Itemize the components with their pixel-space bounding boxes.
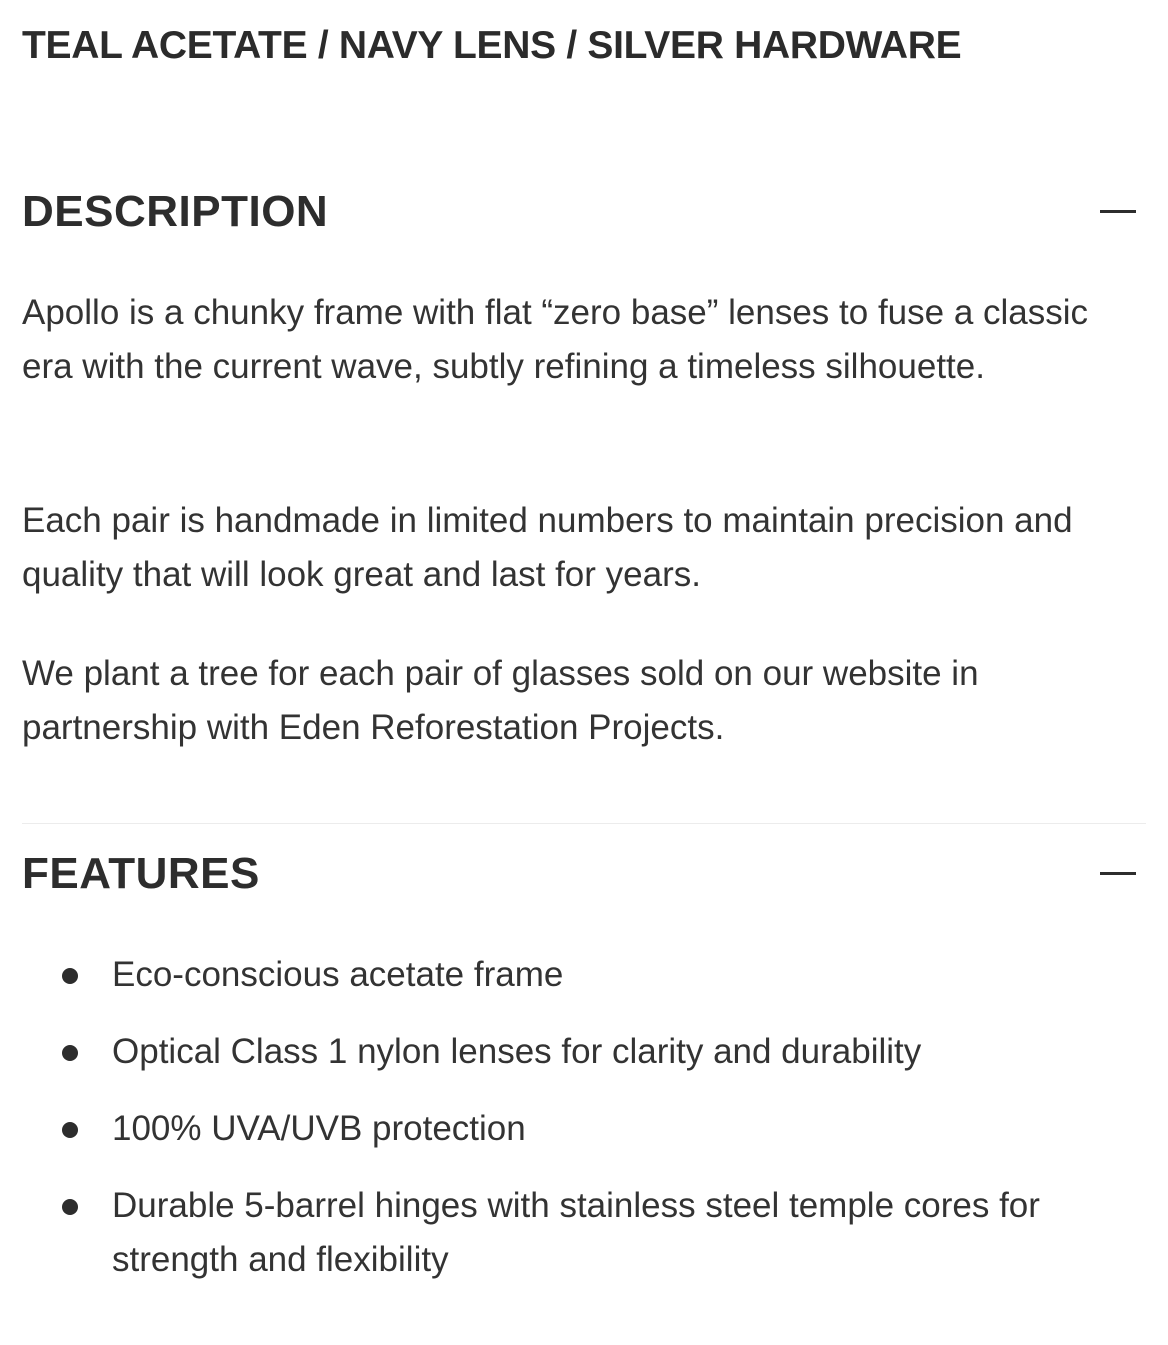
bullet-icon <box>62 1199 78 1215</box>
bullet-icon <box>62 1122 78 1138</box>
minus-icon <box>1100 210 1136 213</box>
description-title: DESCRIPTION <box>22 187 329 236</box>
features-list <box>22 948 1146 1310</box>
product-variant-title: TEAL ACETATE / NAVY LENS / SILVER HARDWARE <box>22 24 962 67</box>
feature-text: Eco-conscious acetate frame <box>112 955 564 994</box>
features-title: FEATURES <box>22 849 260 898</box>
minus-icon <box>1100 872 1136 875</box>
description-paragraph: We plant a tree for each pair of glasses sold on our website in partnership with Eden Reforestation Projects. <box>22 654 979 747</box>
features-collapse-button[interactable] <box>1098 860 1138 888</box>
bullet-icon <box>62 1045 78 1061</box>
feature-item <box>22 1102 1146 1156</box>
section-divider <box>22 823 1146 824</box>
description-section <box>22 182 1146 747</box>
feature-item <box>22 948 1146 1002</box>
features-header[interactable] <box>22 844 1146 904</box>
feature-text: 100% UVA/UVB protection <box>112 1109 526 1148</box>
description-paragraph: Apollo is a chunky frame with flat “zero base” lenses to fuse a classic era with the current wave, subtly refining a timeless silhouette. <box>22 293 1089 386</box>
feature-text: Durable 5-barrel hinges with stainless steel temple cores for strength and flexibility <box>112 1186 1040 1279</box>
feature-item <box>22 1025 1146 1079</box>
description-paragraph: Each pair is handmade in limited numbers to maintain precision and quality that will look great and last for years. <box>22 501 1073 594</box>
feature-text: Optical Class 1 nylon lenses for clarity and durability <box>112 1032 922 1071</box>
bullet-icon <box>62 968 78 984</box>
description-collapse-button[interactable] <box>1098 198 1138 226</box>
feature-item <box>22 1179 1146 1287</box>
features-section <box>22 844 1146 1279</box>
description-header[interactable] <box>22 182 1146 242</box>
